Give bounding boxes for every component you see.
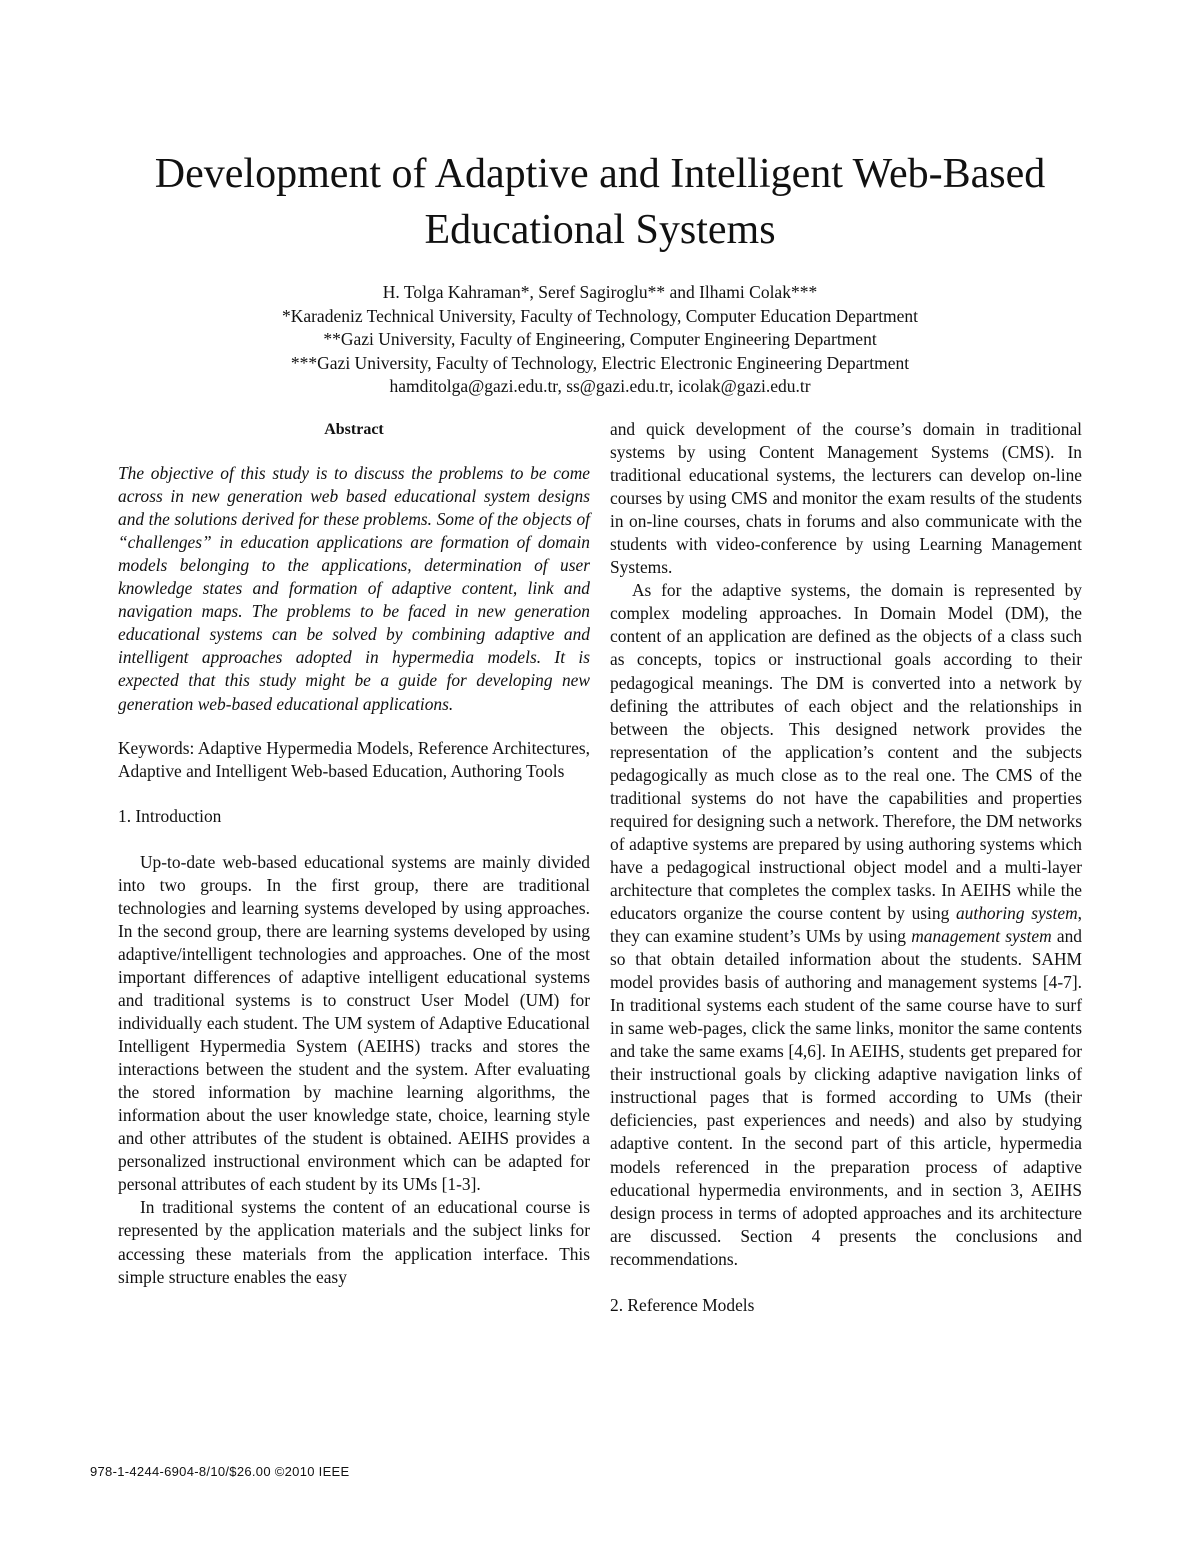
intro-p3-emphasis-management: management system <box>911 926 1052 947</box>
author-emails: hamditolga@gazi.edu.tr, ss@gazi.edu.tr, icolak@gazi.edu.tr <box>389 376 811 396</box>
paper-title: Development of Adaptive and Intelligent Web-Based Educational Systems <box>154 151 1046 253</box>
intro-paragraph-2-continued: and quick development of the course’s domain in traditional systems by using Content Management Systems (CMS). In traditional educational systems, the lecturers can develop on-line courses by using CMS and monitor the exam results of the students in on-line courses, chats in forums and also communicate with the students with video-conference by using Learning Management Systems. <box>610 419 1082 578</box>
abstract-body: The objective of this study is to discuss the problems to be come across in new generation web based educational system designs and the solutions derived for these problems. Some of the objects of “challenges” in education applications are formation of domain models belonging to the applications, determination of user knowledge states and formation of adaptive content, link and navigation maps. The problems to be faced in new generation educational systems can be solved by combining adaptive and intelligent approaches adopted in hypermedia models. It is expected that this study might be a guide for developing new generation web-based educational applications. <box>118 463 590 714</box>
intro-paragraph-2: In traditional systems the content of an educational course is represented by the application materials and the subject links for accessing these materials from the application interface. This simple structure enables the easy <box>118 1197 590 1287</box>
author-names: H. Tolga Kahraman*, Seref Sagiroglu** and Ilhami Colak*** <box>382 282 818 302</box>
copyright-footer: 978-1-4244-6904-8/10/$26.00 ©2010 IEEE <box>90 1464 350 1479</box>
intro-paragraph-1: Up-to-date web-based educational systems are mainly divided into two groups. In the first group, there are traditional technologies and learning systems developed by using approaches. In the second group, there are learning systems developed by using adaptive/intelligent technologies and approaches. One of the most important differences of adaptive intelligent educational systems and traditional systems is to construct User Model (UM) for individually each student. The UM system of Adaptive Educational Intelligent Hypermedia System (AEIHS) tracks and stores the interactions between the student and the system. After evaluating the stored information by machine learning algorithms, the information about the user knowledge state, choice, learning style and other attributes of the student is obtained. AEIHS provides a personalized instructional environment which can be adapted for personal attributes of each student by its UMs [1-3]. <box>118 851 590 1195</box>
intro-p3-emphasis-authoring: authoring system <box>955 902 1078 923</box>
section-1-heading: 1. Introduction <box>118 805 222 826</box>
author-block <box>100 281 1100 399</box>
intro-paragraph-3 <box>610 579 1082 1270</box>
intro-p3-text-c: and so that obtain detailed information about the students. SAHM model provides basis of authoring and management systems [4-7]. In traditional systems each student of the same course have to surf in same web-pages, click the same links, monitor the same contents and take the same exams [4,6]. In AEIHS, students get prepared for their instructional goals by clicking adaptive navigation links of instructional pages that is formed according to UMs (their deficiencies, past experiences and needs) and also by studying adaptive content. In the second part of this article, hypermedia models referenced in the preparation process of adaptive educational hypermedia environments, and in section 3, AEIHS design process in terms of adopted approaches and its architecture are discussed. Section 4 presents the conclusions and recommendations. <box>610 926 1082 1269</box>
abstract-heading: Abstract <box>324 421 384 438</box>
intro-p3-text-b: , they can examine student’s UMs by using <box>610 902 1082 947</box>
affiliation-1: *Karadeniz Technical University, Faculty of Technology, Computer Education Department <box>281 305 919 326</box>
affiliation-2: **Gazi University, Faculty of Engineering, Computer Engineering Department <box>323 329 877 349</box>
keywords: Keywords: Adaptive Hypermedia Models, Reference Architectures, Adaptive and Intelligent Web-based Education, Authoring Tools <box>118 737 590 781</box>
intro-p3-text-a: As for the adaptive systems, the domain is represented by complex modeling approaches. In Domain Model (DM), the content of an application are defined as the objects of a class such as concepts, topics or instructional goals according to their pedagogical meanings. The DM is converted into a network by defining the attributes of each object and the relationships in between the objects. This designed network provides the representation of the application’s content and the subjects pedagogically as much close as to the real one. The CMS of the traditional systems do not have the capabilities and properties required for designing such a network. Therefore, the DM networks of adaptive systems are prepared by using authoring systems which have a pedagogical instructional object model and a multi-layer architecture that completes the complex tasks. In AEIHS while the educators organize the course content by using <box>610 580 1082 923</box>
right-column <box>610 418 1082 1317</box>
section-2-heading: 2. Reference Models <box>610 1294 755 1315</box>
left-column <box>118 418 590 1289</box>
affiliation-3: ***Gazi University, Faculty of Technology, Electric Electronic Engineering Department <box>290 352 910 373</box>
